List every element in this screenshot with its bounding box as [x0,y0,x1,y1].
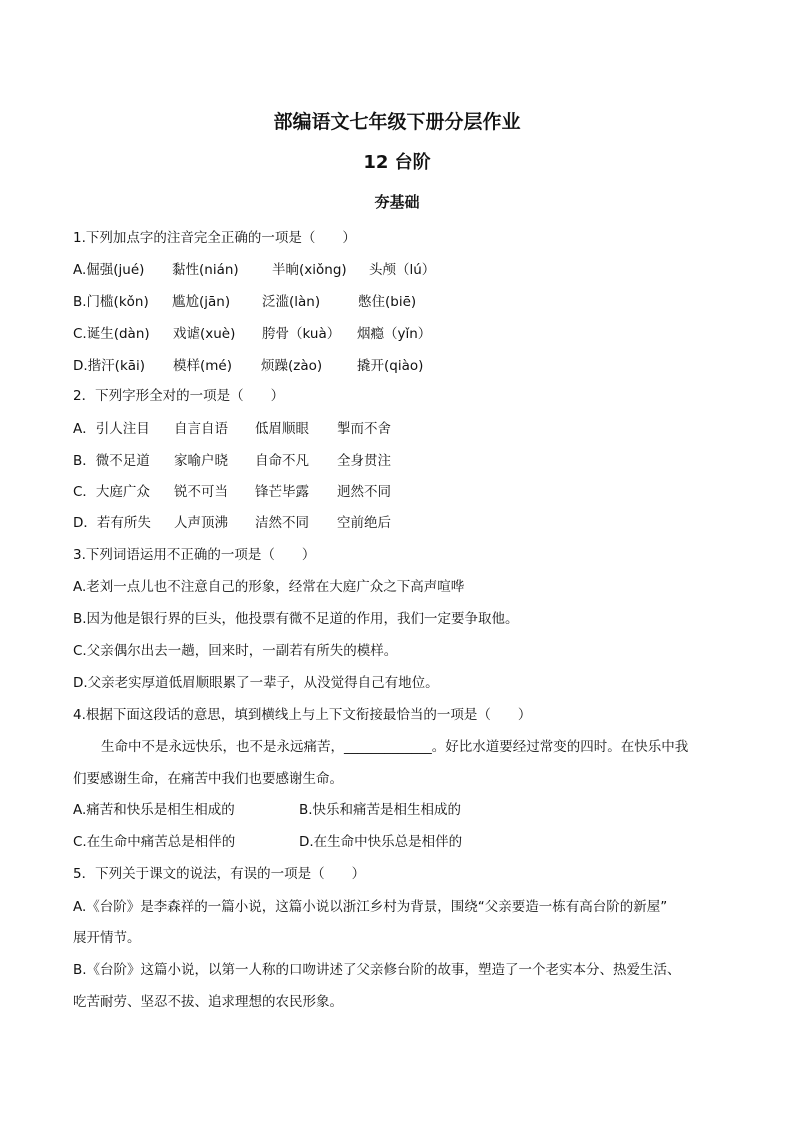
q4-passage-line-2: 们要感谢生命，在痛苦中我们也要感谢生命。 [73,771,343,787]
q5-option-b-line-2: 吃苦耐劳、坚忍不拔、追求理想的农民形象。 [73,994,343,1010]
q2-option-c [73,483,391,501]
q4-options-row-1 [73,801,461,819]
q1-option-d [73,357,423,375]
q5-option-b-line-1: B.《台阶》这篇小说，以第一人称的口吻讲述了父亲修台阶的故事，塑造了一个老实本分、热爱生活、 [73,962,681,978]
q1-d-item-2: 模样(mé) [173,358,232,374]
q1-a-item-3: 半晌(xiǒng) [272,262,347,278]
q5-option-a-line-2: 展开情节。 [73,930,141,946]
q1-d-item-3: 烦躁(zào) [261,358,323,374]
q1-a-item-1: A.倔强(jué) [73,262,145,278]
q3-option-a: A.老刘一点儿也不注意自己的形象，经常在大庭广众之下高声喧哗 [73,579,465,595]
q1-b-item-1: B.门槛(kǒn) [73,294,149,310]
lesson-title: 12 台阶 [363,152,431,173]
section-heading: 夯基础 [374,193,420,211]
q2-a-item-1: A．引人注目 [73,421,150,437]
q4-stem: 4.根据下面这段话的意思，填到横线上与上下文衔接最恰当的一项是（ ） [73,707,532,723]
q1-c-item-2: 戏谑(xuè) [173,326,236,342]
q3-option-d: D.父亲老实厚道低眉顺眼累了一辈子，从没觉得自己有地位。 [73,675,439,691]
q1-d-item-1: D.揩汗(kāi) [73,358,146,374]
q2-b-item-2: 家喻户晓 [174,453,228,469]
q1-d-item-4: 撬开(qiào) [357,358,424,374]
q2-c-item-4: 迥然不同 [337,484,391,500]
q2-b-item-3: 自命不凡 [255,453,309,469]
q1-option-b [73,293,416,311]
q4-option-b: B.快乐和痛苦是相生相成的 [299,802,462,818]
q4-passage-part-2: 。好比水道要经过常变的四时。在快乐中我 [431,739,689,755]
q4-option-a: A.痛苦和快乐是相生相成的 [73,802,235,818]
q5-option-a-line-1: A.《台阶》是李森祥的一篇小说，这篇小说以浙江乡村为背景，围绕“父亲要造一栋有高台阶的新屋” [73,899,668,915]
q4-blank: _____________ [344,739,432,755]
q2-b-item-1: B．微不足道 [73,453,150,469]
q1-b-item-2: 尴尬(jān) [172,294,231,310]
q2-a-item-3: 低眉顺眼 [255,421,309,437]
q2-option-a [73,420,391,438]
q2-option-d [73,514,391,532]
document-title: 部编语文七年级下册分层作业 [273,111,521,133]
q2-a-item-2: 自言自语 [174,421,228,437]
q2-c-item-3: 锋芒毕露 [255,484,309,500]
q5-stem: 5．下列关于课文的说法，有误的一项是（ ） [73,866,366,882]
q2-stem: 2．下列字形全对的一项是（ ） [73,388,285,404]
q1-option-c [73,325,431,343]
q2-c-item-2: 锐不可当 [174,484,228,500]
q2-d-item-4: 空前绝后 [337,515,391,531]
q4-passage-line-1 [101,738,688,756]
q1-a-item-4: 头颅（lú） [369,262,436,278]
q3-option-c: C.父亲偶尔出去一趟，回来时，一副若有所失的模样。 [73,643,398,659]
q4-passage-part-1: 生命中不是永远快乐，也不是永远痛苦， [101,739,344,755]
q2-option-b [73,452,391,470]
q1-a-item-2: 黏性(nián) [172,262,239,278]
q1-c-item-4: 烟瘾（yǐn） [357,326,432,342]
q1-c-item-1: C.诞生(dàn) [73,326,150,342]
q4-option-c: C.在生命中痛苦总是相伴的 [73,834,236,850]
q2-b-item-4: 全身贯注 [337,453,391,469]
q1-option-a [73,261,435,279]
q3-option-b: B.因为他是银行界的巨头，他投票有微不足道的作用，我们一定要争取他。 [73,611,519,627]
q2-d-item-3: 洁然不同 [255,515,309,531]
q4-options-row-2 [73,833,462,851]
q1-c-item-3: 胯骨（kuà） [262,326,341,342]
q2-a-item-4: 掣而不舍 [337,421,391,437]
q2-c-item-1: C．大庭广众 [73,484,150,500]
q1-b-item-3: 泛滥(làn) [262,294,321,310]
q2-d-item-1: D．若有所失 [73,515,151,531]
q1-stem: 1.下列加点字的注音完全正确的一项是（ ） [73,230,356,246]
q2-d-item-2: 人声顶沸 [174,515,228,531]
q1-b-item-4: 憋住(biē) [358,294,417,310]
q3-stem: 3.下列词语运用不正确的一项是（ ） [73,547,316,563]
q4-option-d: D.在生命中快乐总是相伴的 [299,834,463,850]
